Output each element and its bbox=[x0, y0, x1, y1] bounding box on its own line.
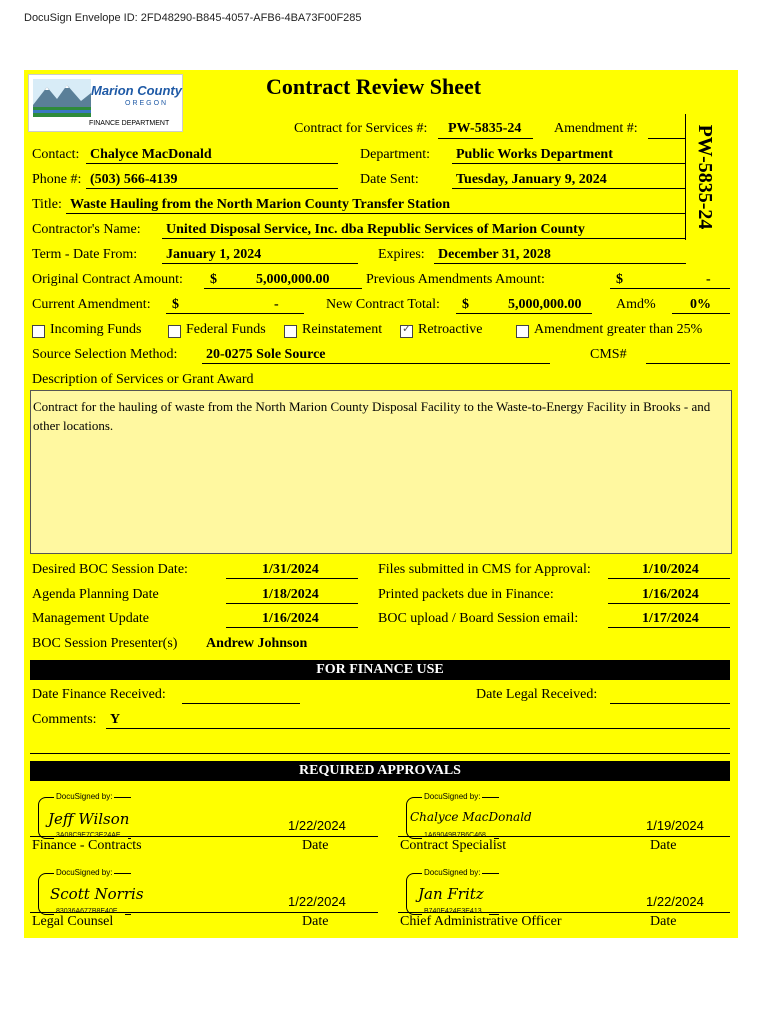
signer-id: 1A69049B7B6C468... bbox=[424, 832, 492, 839]
expires-label: Expires: bbox=[378, 247, 425, 262]
amd-pct-value: 0% bbox=[690, 297, 711, 312]
original-amount-label: Original Contract Amount: bbox=[32, 272, 183, 287]
mountain-landscape-icon bbox=[33, 79, 91, 117]
reinstatement-label: Reinstatement bbox=[302, 322, 383, 337]
role-chief-admin-officer: Chief Administrative Officer bbox=[400, 914, 562, 929]
agenda-value: 1/18/2024 bbox=[262, 587, 319, 602]
cms-label: CMS# bbox=[590, 347, 627, 362]
logo-name: Marion County bbox=[91, 83, 182, 98]
page-title: Contract Review Sheet bbox=[266, 74, 482, 99]
title-value: Waste Hauling from the North Marion County Transfer Station bbox=[70, 197, 451, 212]
comments-label: Comments: bbox=[32, 712, 97, 727]
amendment-greater-25-label: Amendment greater than 25% bbox=[534, 322, 703, 337]
role-legal-counsel: Legal Counsel bbox=[32, 914, 114, 929]
signature-legal-counsel: Scott Norris bbox=[50, 885, 144, 903]
incoming-funds-label: Incoming Funds bbox=[50, 322, 142, 337]
management-update-value: 1/16/2024 bbox=[262, 611, 319, 626]
date-label: Date bbox=[650, 838, 677, 853]
description-text: Contract for the hauling of waste from the North Marion County Disposal Facility to the Waste-to-Energy Facility in Brooks - and other locations. bbox=[33, 399, 711, 433]
retroactive-checkbox[interactable] bbox=[400, 325, 413, 338]
boc-session-value: 1/31/2024 bbox=[262, 562, 319, 577]
contract-for-services-label: Contract for Services #: bbox=[294, 121, 428, 136]
docusigned-by-caption: DocuSigned by: bbox=[424, 868, 481, 877]
presenter-label: BOC Session Presenter(s) bbox=[32, 636, 178, 651]
marion-county-logo bbox=[28, 74, 183, 132]
logo-dept: FINANCE DEPARTMENT bbox=[89, 120, 170, 127]
contractor-value: United Disposal Service, Inc. dba Republic Services of Marion County bbox=[166, 222, 585, 237]
vertical-contract-id: PW-5835-24 bbox=[694, 124, 716, 230]
previous-amendments-value: - bbox=[706, 272, 711, 287]
contract-for-services-value: PW-5835-24 bbox=[448, 121, 522, 136]
role-contract-specialist: Contract Specialist bbox=[400, 838, 507, 853]
description-box bbox=[30, 390, 732, 554]
cms-files-value: 1/10/2024 bbox=[642, 562, 699, 577]
logo-state: OREGON bbox=[125, 100, 169, 107]
retroactive-label: Retroactive bbox=[418, 322, 483, 337]
current-amendment-value: - bbox=[274, 297, 279, 312]
original-amount-value: 5,000,000.00 bbox=[256, 272, 330, 287]
role-finance-contracts: Finance - Contracts bbox=[32, 838, 142, 853]
docusigned-by-caption: DocuSigned by: bbox=[56, 868, 113, 877]
signature-chief-admin-officer: Jan Fritz bbox=[418, 885, 484, 903]
date-finance-contracts: 1/22/2024 bbox=[288, 818, 346, 833]
phone-label: Phone #: bbox=[32, 172, 82, 187]
contact-value: Chalyce MacDonald bbox=[90, 147, 212, 162]
contractor-label: Contractor's Name: bbox=[32, 222, 141, 237]
current-amendment-label: Current Amendment: bbox=[32, 297, 151, 312]
cms-files-label: Files submitted in CMS for Approval: bbox=[378, 562, 591, 577]
date-label: Date bbox=[650, 914, 677, 929]
date-label: Date bbox=[302, 838, 329, 853]
date-chief-admin-officer: 1/22/2024 bbox=[646, 894, 704, 909]
finance-use-header: FOR FINANCE USE bbox=[30, 660, 730, 680]
boc-session-label: Desired BOC Session Date: bbox=[32, 562, 188, 577]
current-amendment-currency: $ bbox=[172, 297, 179, 312]
contract-review-sheet bbox=[24, 70, 738, 938]
signature-contract-specialist: Chalyce MacDonald bbox=[410, 810, 532, 824]
signer-id: 83036A677B8E40E... bbox=[56, 908, 124, 915]
federal-funds-label: Federal Funds bbox=[186, 322, 266, 337]
original-amount-currency: $ bbox=[210, 272, 217, 287]
date-finance-received-label: Date Finance Received: bbox=[32, 687, 166, 702]
date-legal-received-label: Date Legal Received: bbox=[476, 687, 598, 702]
term-from-value: January 1, 2024 bbox=[166, 247, 262, 262]
date-sent-value: Tuesday, January 9, 2024 bbox=[456, 172, 607, 187]
new-total-currency: $ bbox=[462, 297, 469, 312]
new-total-label: New Contract Total: bbox=[326, 297, 440, 312]
boc-upload-value: 1/17/2024 bbox=[642, 611, 699, 626]
previous-amendments-currency: $ bbox=[616, 272, 623, 287]
reinstatement-checkbox[interactable] bbox=[284, 325, 297, 338]
required-approvals-header: REQUIRED APPROVALS bbox=[30, 761, 730, 781]
department-value: Public Works Department bbox=[456, 147, 613, 162]
title-label: Title: bbox=[32, 197, 62, 212]
signature-finance-contracts: Jeff Wilson bbox=[48, 810, 130, 828]
signer-id: 3A08C9E7C3E24AE... bbox=[56, 832, 127, 839]
expires-value: December 31, 2028 bbox=[438, 247, 551, 262]
new-total-value: 5,000,000.00 bbox=[508, 297, 582, 312]
source-selection-value: 20-0275 Sole Source bbox=[206, 347, 326, 362]
date-sent-label: Date Sent: bbox=[360, 172, 419, 187]
printed-packets-label: Printed packets due in Finance: bbox=[378, 587, 554, 602]
agenda-label: Agenda Planning Date bbox=[32, 587, 159, 602]
previous-amendments-label: Previous Amendments Amount: bbox=[366, 272, 545, 287]
docusigned-by-caption: DocuSigned by: bbox=[424, 792, 481, 801]
amendment-greater-25-checkbox[interactable] bbox=[516, 325, 529, 338]
source-selection-label: Source Selection Method: bbox=[32, 347, 178, 362]
department-label: Department: bbox=[360, 147, 430, 162]
federal-funds-checkbox[interactable] bbox=[168, 325, 181, 338]
date-label: Date bbox=[302, 914, 329, 929]
date-legal-counsel: 1/22/2024 bbox=[288, 894, 346, 909]
docusigned-by-caption: DocuSigned by: bbox=[56, 792, 113, 801]
printed-packets-value: 1/16/2024 bbox=[642, 587, 699, 602]
contact-label: Contact: bbox=[32, 147, 80, 162]
comments-value: Y bbox=[110, 712, 121, 727]
envelope-id: DocuSign Envelope ID: 2FD48290-B845-4057-AFB6-4BA73F00F285 bbox=[24, 12, 362, 24]
amd-pct-label: Amd% bbox=[616, 297, 656, 312]
description-label: Description of Services or Grant Award bbox=[32, 372, 254, 387]
phone-value: (503) 566-4139 bbox=[90, 172, 178, 187]
amendment-label: Amendment #: bbox=[554, 121, 638, 136]
boc-upload-label: BOC upload / Board Session email: bbox=[378, 611, 579, 626]
presenter-value: Andrew Johnson bbox=[206, 636, 308, 651]
signer-id: B740E424E3E413... bbox=[424, 908, 488, 915]
incoming-funds-checkbox[interactable] bbox=[32, 325, 45, 338]
vertical-id-box bbox=[687, 114, 725, 240]
term-label: Term - Date From: bbox=[32, 247, 138, 262]
date-contract-specialist: 1/19/2024 bbox=[646, 818, 704, 833]
management-update-label: Management Update bbox=[32, 611, 150, 626]
